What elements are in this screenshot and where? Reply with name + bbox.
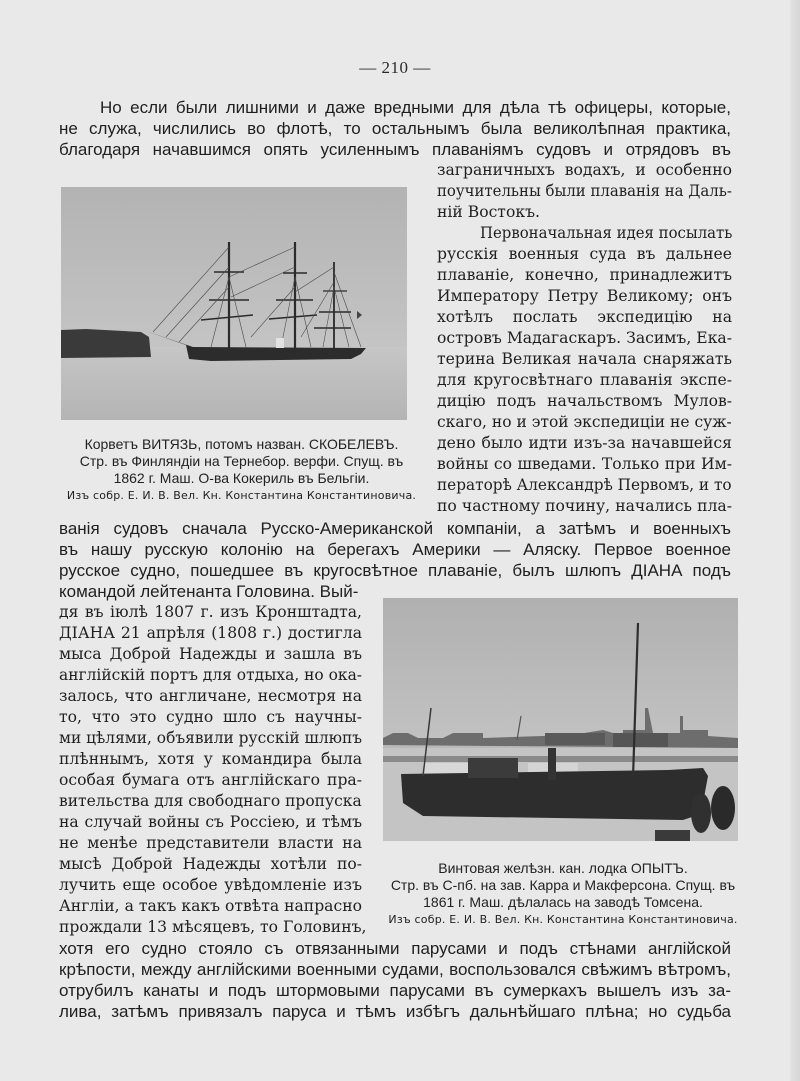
- text-line: Англіи, а такъ какъ отвѣта напрасно: [59, 897, 362, 915]
- sailing-ship-illustration: [61, 187, 407, 420]
- caption-line: Стр. въ С-пб. на зав. Карра и Макферсона. Спущ. въ: [390, 877, 736, 893]
- text-line: не менѣе представители власти на: [59, 834, 362, 852]
- figure-gunboat-opyt-photo: [383, 598, 738, 841]
- text-line: на случай войны съ Россіею, и тѣмъ: [59, 813, 362, 831]
- text-line: русскія военныя суда въ дальнее: [437, 245, 732, 263]
- text-line: ДІАНА 21 апрѣля (1808 г.) достигла: [59, 624, 362, 642]
- text-line: дено было идти изъ-за начавшейся: [437, 434, 732, 452]
- text-line: островъ Мадагаскаръ. Засимъ, Ека-: [437, 329, 732, 347]
- text-line: хотѣлъ послать экспедицію на: [437, 308, 732, 326]
- text-line: особая бумага отъ англійскаго пра-: [59, 771, 362, 789]
- text-line: поучительны были плаванія на Даль-: [437, 182, 732, 200]
- text-line: для кругосвѣтнаго плаванія экспе-: [437, 371, 732, 389]
- text-line: плѣннымъ, хотя у командира была: [59, 750, 362, 768]
- text-line: крѣпости, между англійскими военными судами, воспользовался свѣжимъ вѣтромъ,: [59, 960, 731, 979]
- text-line: плаваніе, конечно, принадлежитъ: [437, 266, 732, 284]
- caption-credit: Изъ собр. Е. И. В. Вел. Кн. Константина Константиновича.: [388, 913, 738, 926]
- text-line: Первоначальная идея посылать: [480, 224, 733, 242]
- text-line: въ нашу русскую колонію на берегахъ Америки — Аляску. Первое военное: [59, 540, 731, 559]
- text-line: ператорѣ Александрѣ Первомъ, и то: [437, 476, 732, 494]
- text-line: русское судно, пошедшее въ кругосвѣтное плаваніе, былъ шлюпъ ДІАНА подъ: [59, 561, 731, 580]
- text-line: не служа, числились во флотѣ, то остальнымъ была великолѣпная практика,: [59, 119, 731, 138]
- text-line: лучить еще особое увѣдомленіе изъ: [59, 876, 362, 894]
- text-line: по частному почину, начались пла-: [437, 497, 732, 515]
- gunboat-harbor-illustration: [383, 598, 738, 841]
- page-edge: [790, 0, 800, 1081]
- text-line: дя въ іюлѣ 1807 г. изъ Кронштадта,: [59, 603, 362, 621]
- text-line: терина Великая начала снаряжать: [437, 350, 732, 368]
- text-line: вительства для свободнаго пропуска: [59, 792, 362, 810]
- text-line: благодаря начавшимся опять усиленнымъ плаваніямъ судовъ и отрядовъ въ: [59, 140, 731, 159]
- caption-line: 1861 г. Маш. дѣлалась на заводѣ Томсена.: [423, 894, 703, 910]
- text-line: дицію подъ начальствомъ Мулов-: [437, 392, 732, 410]
- caption-line: 1862 г. Маш. О-ва Кокериль въ Бельгіи.: [113, 470, 370, 486]
- figure-caption-gunboat: [378, 860, 748, 927]
- text-line: Императору Петру Великому; онъ: [437, 287, 732, 305]
- text-line: прождали 13 мѣсяцевъ, то Головинъ,: [59, 918, 367, 936]
- text-line: войны со шведами. Только при Им-: [437, 455, 732, 473]
- text-line: скаго, но и этой экспедиціи не суж-: [437, 413, 732, 431]
- text-line: отрубилъ канаты и подъ штормовыми парусами въ сумеркахъ вышелъ изъ за-: [59, 981, 731, 1000]
- figure-corvette-vityaz-photo: [61, 187, 407, 420]
- caption-line: Стр. въ Финляндіи на Тернебор. верфи. Спущ. въ: [79, 453, 404, 469]
- caption-title: Винтовая желѣзн. кан. лодка ОПЫТЪ.: [438, 860, 688, 876]
- text-line: англійскій портъ для отдыха, но ока-: [59, 666, 363, 684]
- figure-caption-corvette: [59, 436, 424, 503]
- text-line: ми цѣлями, объявили русскій шлюпъ: [59, 729, 363, 747]
- caption-title: Корветъ ВИТЯЗЬ, потомъ назван. СКОБЕЛЕВЪ.: [84, 436, 399, 452]
- text-line: ванія судовъ сначала Русско-Американской компаніи, а затѣмъ и военныхъ: [59, 519, 731, 538]
- text-line: мысѣ Доброй Надежды хотѣли по-: [59, 855, 362, 873]
- caption-credit: Изъ собр. Е. И. В. Вел. Кн. Константина Константиновича.: [66, 489, 417, 502]
- text-line: ній Востокъ.: [437, 203, 540, 221]
- text-line: заграничныхъ водахъ, и особенно: [437, 161, 732, 179]
- text-line: лива, затѣмъ привязалъ паруса и тѣмъ избѣгъ дальнѣйшаго плѣна; но судьба: [59, 1002, 731, 1021]
- text-line: залось, что англичане, несмотря на: [59, 687, 362, 705]
- text-line: хотя его судно стояло съ отвязанными парусами и подъ стѣнами англійской: [59, 939, 731, 958]
- page-number: — 210 —: [359, 58, 431, 77]
- text-line: командой лейтенанта Головина. Вый-: [59, 582, 359, 601]
- text-line: Но если были лишними и даже вредными для дѣла тѣ офицеры, которые,: [100, 98, 731, 117]
- text-line: то, что это судно шло съ научны-: [59, 708, 362, 726]
- text-line: мыса Доброй Надежды и зашла въ: [59, 645, 362, 663]
